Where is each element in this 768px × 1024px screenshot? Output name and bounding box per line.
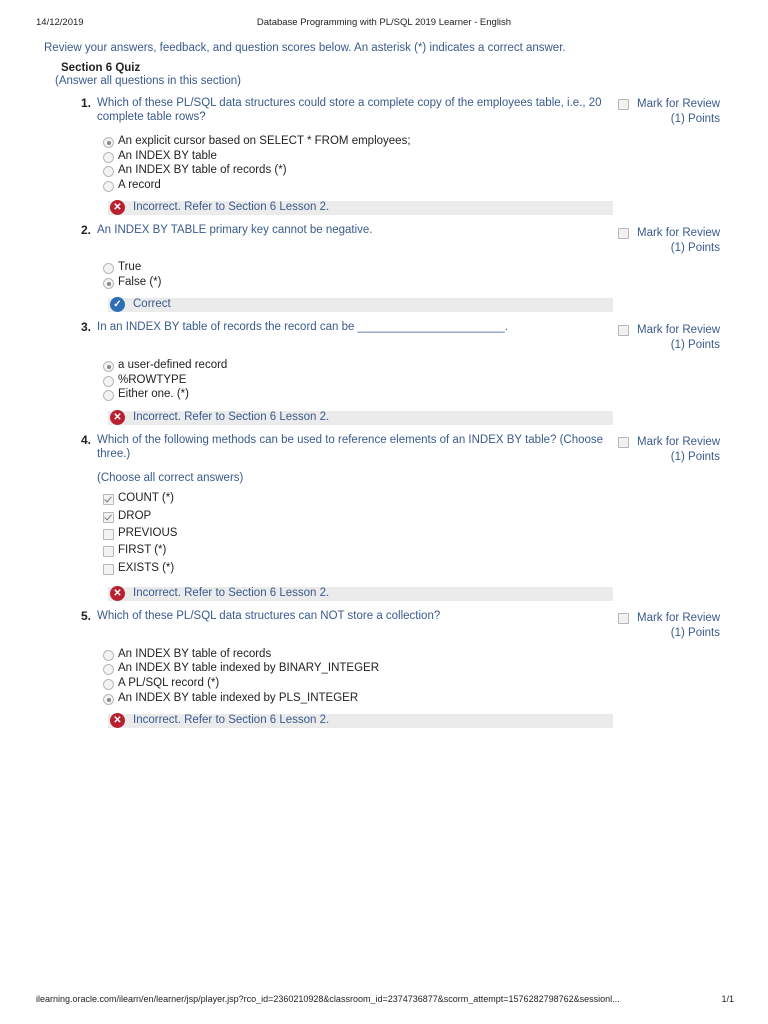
intro-text: Review your answers, feedback, and question scores below. An asterisk (*) indicates a correct answer. — [44, 42, 566, 54]
answer-label: An INDEX BY table of records (*) — [118, 164, 287, 176]
incorrect-icon: ✕ — [110, 586, 125, 601]
question-points: (1) Points — [670, 339, 720, 351]
radio-button[interactable] — [103, 152, 114, 163]
mark-for-review-label: Mark for Review — [637, 98, 721, 110]
answer-label: a user-defined record — [118, 359, 228, 371]
mark-for-review-checkbox[interactable] — [618, 613, 629, 624]
radio-button[interactable] — [103, 376, 114, 387]
feedback-text: Incorrect. Refer to Section 6 Lesson 2. — [133, 587, 330, 599]
feedback-text: Incorrect. Refer to Section 6 Lesson 2. — [133, 201, 330, 213]
print-footer — [0, 994, 768, 1008]
mark-for-review-label: Mark for Review — [637, 436, 721, 448]
choose-all-hint: (Choose all correct answers) — [97, 472, 244, 484]
radio-button[interactable] — [103, 263, 114, 274]
radio-selected[interactable] — [103, 278, 114, 289]
answer-label: FIRST (*) — [118, 544, 167, 556]
print-date: 14/12/2019 — [36, 17, 84, 28]
print-header — [0, 17, 768, 31]
answer-label: DROP — [118, 510, 152, 522]
question-text: Which of the following methods can be used to reference elements of an INDEX BY table? (Choose three.) — [97, 434, 604, 460]
question-number: 4. — [81, 433, 92, 447]
radio-selected[interactable] — [103, 361, 114, 372]
answer-label: A record — [118, 179, 161, 191]
incorrect-icon: ✕ — [110, 200, 125, 215]
feedback-bar — [108, 587, 613, 601]
answer-label: False (*) — [118, 276, 162, 288]
question-text: Which of these PL/SQL data structures can NOT store a collection? — [97, 610, 441, 622]
radio-selected[interactable] — [103, 694, 114, 705]
incorrect-icon: ✕ — [110, 713, 125, 728]
question-points: (1) Points — [670, 451, 720, 463]
feedback-bar — [108, 411, 613, 425]
question-number: 3. — [81, 320, 92, 334]
answer-label: Either one. (*) — [118, 388, 189, 400]
section-subtitle: (Answer all questions in this section) — [55, 75, 241, 87]
answer-label: An INDEX BY table indexed by BINARY_INTEGER — [118, 662, 380, 674]
radio-button[interactable] — [103, 181, 114, 192]
print-title: Database Programming with PL/SQL 2019 Learner - English — [256, 17, 512, 28]
feedback-bar — [108, 714, 613, 728]
feedback-text: Correct — [133, 298, 171, 310]
radio-button[interactable] — [103, 679, 114, 690]
answer-label: EXISTS (*) — [118, 562, 175, 574]
feedback-bar — [108, 298, 613, 312]
question-number: 1. — [81, 96, 92, 110]
answer-label: COUNT (*) — [118, 492, 175, 504]
mark-for-review-label: Mark for Review — [637, 227, 721, 239]
question-points: (1) Points — [670, 113, 720, 125]
radio-button[interactable] — [103, 166, 114, 177]
feedback-text: Incorrect. Refer to Section 6 Lesson 2. — [133, 411, 330, 423]
answer-label: An INDEX BY table indexed by PLS_INTEGER — [118, 692, 359, 704]
section-title: Section 6 Quiz — [61, 62, 141, 74]
feedback-bar — [108, 201, 613, 215]
answer-label: A PL/SQL record (*) — [118, 677, 220, 689]
mark-for-review-label: Mark for Review — [637, 612, 721, 624]
checkbox-checked[interactable] — [103, 512, 114, 523]
question-number: 2. — [81, 223, 92, 237]
answer-label: PREVIOUS — [118, 527, 178, 539]
answer-label: An INDEX BY table of records — [118, 648, 272, 660]
question-text: Which of these PL/SQL data structures could store a complete copy of the employees table, i.e., 20 complete table rows? — [97, 97, 602, 123]
checkbox[interactable] — [103, 546, 114, 557]
question-points: (1) Points — [670, 627, 720, 639]
feedback-text: Incorrect. Refer to Section 6 Lesson 2. — [133, 714, 330, 726]
radio-button[interactable] — [103, 390, 114, 401]
correct-icon: ✓ — [110, 297, 125, 312]
question-text: In an INDEX BY table of records the record can be _______________________. — [97, 321, 508, 333]
checkbox[interactable] — [103, 529, 114, 540]
incorrect-icon: ✕ — [110, 410, 125, 425]
question-points: (1) Points — [670, 242, 720, 254]
page-number: 1/1 — [721, 994, 734, 1004]
answer-label: An explicit cursor based on SELECT * FROM employees; — [118, 135, 411, 147]
radio-selected[interactable] — [103, 137, 114, 148]
radio-button[interactable] — [103, 664, 114, 675]
mark-for-review-checkbox[interactable] — [618, 325, 629, 336]
radio-button[interactable] — [103, 650, 114, 661]
mark-for-review-checkbox[interactable] — [618, 228, 629, 239]
question-text: An INDEX BY TABLE primary key cannot be negative. — [97, 224, 373, 236]
answer-label: An INDEX BY table — [118, 150, 217, 162]
page-url: ilearning.oracle.com/ilearn/en/learner/jsp/player.jsp?rco_id=2360210928&classroom_id=2374736877&scorm_attempt=1576282798762&sessionl... — [36, 994, 620, 1004]
mark-for-review-checkbox[interactable] — [618, 99, 629, 110]
mark-for-review-checkbox[interactable] — [618, 437, 629, 448]
checkbox-checked[interactable] — [103, 494, 114, 505]
question-number: 5. — [81, 609, 92, 623]
answer-label: %ROWTYPE — [118, 374, 187, 386]
answer-label: True — [118, 261, 142, 273]
mark-for-review-label: Mark for Review — [637, 324, 721, 336]
checkbox[interactable] — [103, 564, 114, 575]
